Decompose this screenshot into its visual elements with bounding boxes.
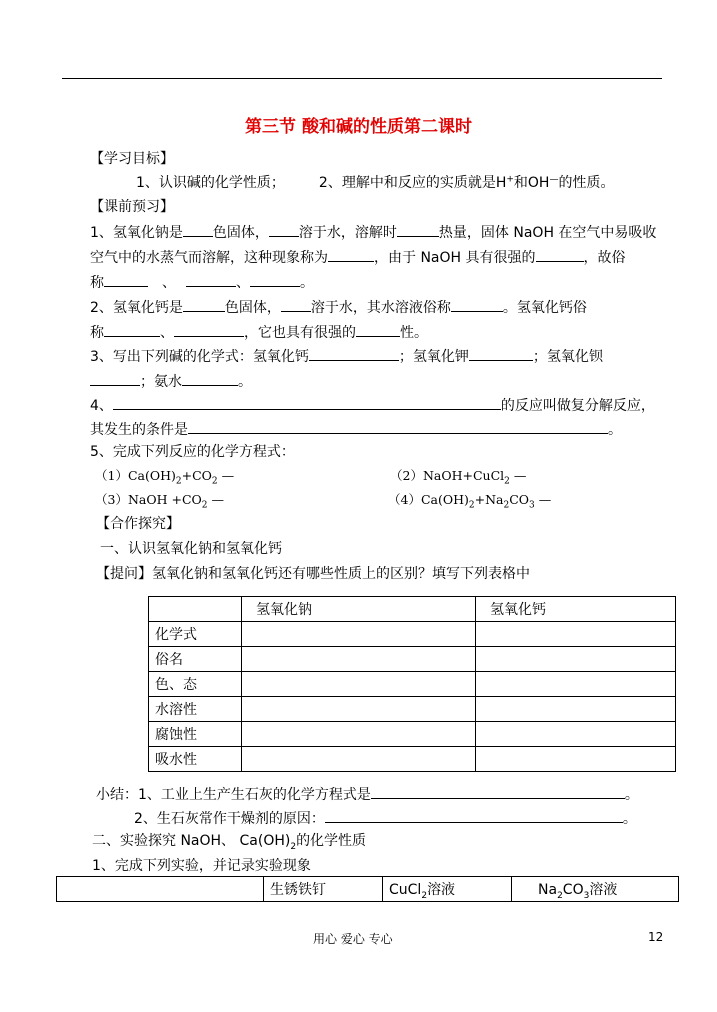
part2-heading: 二、实验探究 NaOH、 $Ca(OH)_2$的化学性质 <box>92 833 367 852</box>
row-label: 化学式 <box>149 622 242 647</box>
preview-q1: 1、氢氧化钠是 色固体， 溶于水，溶解时 热量，固体 NaOH 在空气中易吸收 <box>90 222 656 242</box>
table-cell[interactable] <box>242 747 476 772</box>
row-label: 水溶性 <box>149 697 242 722</box>
table-header: 氢氧化钙 <box>476 597 676 622</box>
table-cell[interactable] <box>476 747 676 772</box>
table-header: 生锈铁钉 <box>264 877 383 902</box>
preview-q5: 5、完成下列反应的化学方程式： <box>90 444 295 460</box>
row-label: 吸水性 <box>149 747 242 772</box>
table-cell[interactable] <box>242 647 476 672</box>
experiment-table <box>56 876 679 902</box>
table-header: $Na_2CO_3$溶液 <box>512 877 679 902</box>
goals-heading: 【学习目标】 <box>90 151 174 167</box>
page-number: 12 <box>648 930 664 944</box>
table-cell[interactable] <box>242 722 476 747</box>
equation-1: $(1)Ca(OH)_2+CO_2$ — <box>95 468 235 487</box>
preview-q3: 3、写出下列碱的化学式：氢氧化钙 ；氢氧化钾 ；氢氧化钡 <box>90 346 603 366</box>
table-row <box>149 597 676 622</box>
table-row <box>149 722 676 747</box>
footer-motto: 用心 爱心 专心 <box>313 932 393 946</box>
preview-heading: 【课前预习】 <box>90 199 174 215</box>
cooperate-heading: 【合作探究】 <box>96 516 180 532</box>
summary-2: 2、生石灰常作干燥剂的原因： 。 <box>134 808 637 828</box>
answer-blank[interactable] <box>269 222 299 237</box>
equation-2: （2）NaOH+CuCl$_2$ — <box>390 468 527 487</box>
answer-blank[interactable] <box>113 395 501 410</box>
answer-blank[interactable] <box>186 272 236 287</box>
answer-blank[interactable] <box>469 346 533 361</box>
preview-q1-line3: 称 、 、 。 <box>90 272 314 292</box>
table-cell[interactable] <box>242 697 476 722</box>
table-cell[interactable] <box>476 647 676 672</box>
table-row <box>149 622 676 647</box>
preview-q4: 4、 的反应叫做复分解反应， <box>90 395 655 415</box>
table-cell[interactable] <box>476 722 676 747</box>
answer-blank[interactable] <box>451 297 503 312</box>
part1-heading: 一、认识氢氧化钠和氢氧化钙 <box>100 541 282 557</box>
equation-4: $(4)Ca(OH)_2+Na_2CO_3$ — <box>388 492 552 511</box>
answer-blank[interactable] <box>371 784 625 799</box>
row-label: 腐蚀性 <box>149 722 242 747</box>
summary-1: 小结：1、工业上生产生石灰的化学方程式是 。 <box>96 784 639 804</box>
row-label: 色、态 <box>149 672 242 697</box>
preview-q1-line2: 空气中的水蒸气而溶解，这种现象称为 ，由于 NaOH 具有很强的 ，故俗 <box>90 247 626 267</box>
comparison-table <box>148 596 676 772</box>
answer-blank[interactable] <box>250 272 300 287</box>
table-header: 氢氧化钠 <box>242 597 476 622</box>
page-title: 第三节 酸和碱的性质第二课时 <box>245 117 472 137</box>
goals-text: 1、认识碱的化学性质； 2、理解中和反应的实质就是H+和OH—的性质。 <box>136 174 615 191</box>
table-cell[interactable] <box>242 622 476 647</box>
table-cell <box>149 597 242 622</box>
answer-blank[interactable] <box>183 297 225 312</box>
table-cell[interactable] <box>476 622 676 647</box>
table-row <box>149 647 676 672</box>
answer-blank[interactable] <box>183 222 213 237</box>
question-line: 【提问】氢氧化钠和氢氧化钙还有哪些性质上的区别？填写下列表格中 <box>96 566 530 582</box>
table-row <box>149 697 676 722</box>
answer-blank[interactable] <box>325 808 623 823</box>
answer-blank[interactable] <box>309 346 399 361</box>
row-label: 俗名 <box>149 647 242 672</box>
experiment-intro: 1、完成下列实验，并记录实验现象 <box>92 858 311 874</box>
answer-blank[interactable] <box>104 272 148 287</box>
table-row <box>149 672 676 697</box>
answer-blank[interactable] <box>104 322 160 337</box>
preview-q3-line2: ；氨水 。 <box>90 371 252 391</box>
answer-blank[interactable] <box>188 419 608 434</box>
table-cell[interactable] <box>476 672 676 697</box>
table-row <box>149 747 676 772</box>
table-cell[interactable] <box>242 672 476 697</box>
preview-q2-line2: 称 、 ，它也具有很强的 性。 <box>90 322 428 342</box>
answer-blank[interactable] <box>328 247 374 262</box>
answer-blank[interactable] <box>281 297 311 312</box>
answer-blank[interactable] <box>356 322 400 337</box>
preview-q4-line2: 其发生的条件是 。 <box>90 419 622 439</box>
answer-blank[interactable] <box>174 322 244 337</box>
preview-q2: 2、氢氧化钙是 色固体， 溶于水，其水溶液俗称 。氢氧化钙俗 <box>90 297 587 317</box>
answer-blank[interactable] <box>182 371 238 386</box>
answer-blank[interactable] <box>397 222 439 237</box>
table-header: CuCl$_2$溶液 <box>383 877 512 902</box>
table-cell[interactable] <box>476 697 676 722</box>
equation-3: （3）NaOH $+CO_2$ — <box>95 492 224 511</box>
table-cell[interactable] <box>57 877 264 902</box>
answer-blank[interactable] <box>536 247 584 262</box>
header-rule <box>62 78 662 79</box>
answer-blank[interactable] <box>90 371 140 386</box>
table-row <box>57 877 679 902</box>
